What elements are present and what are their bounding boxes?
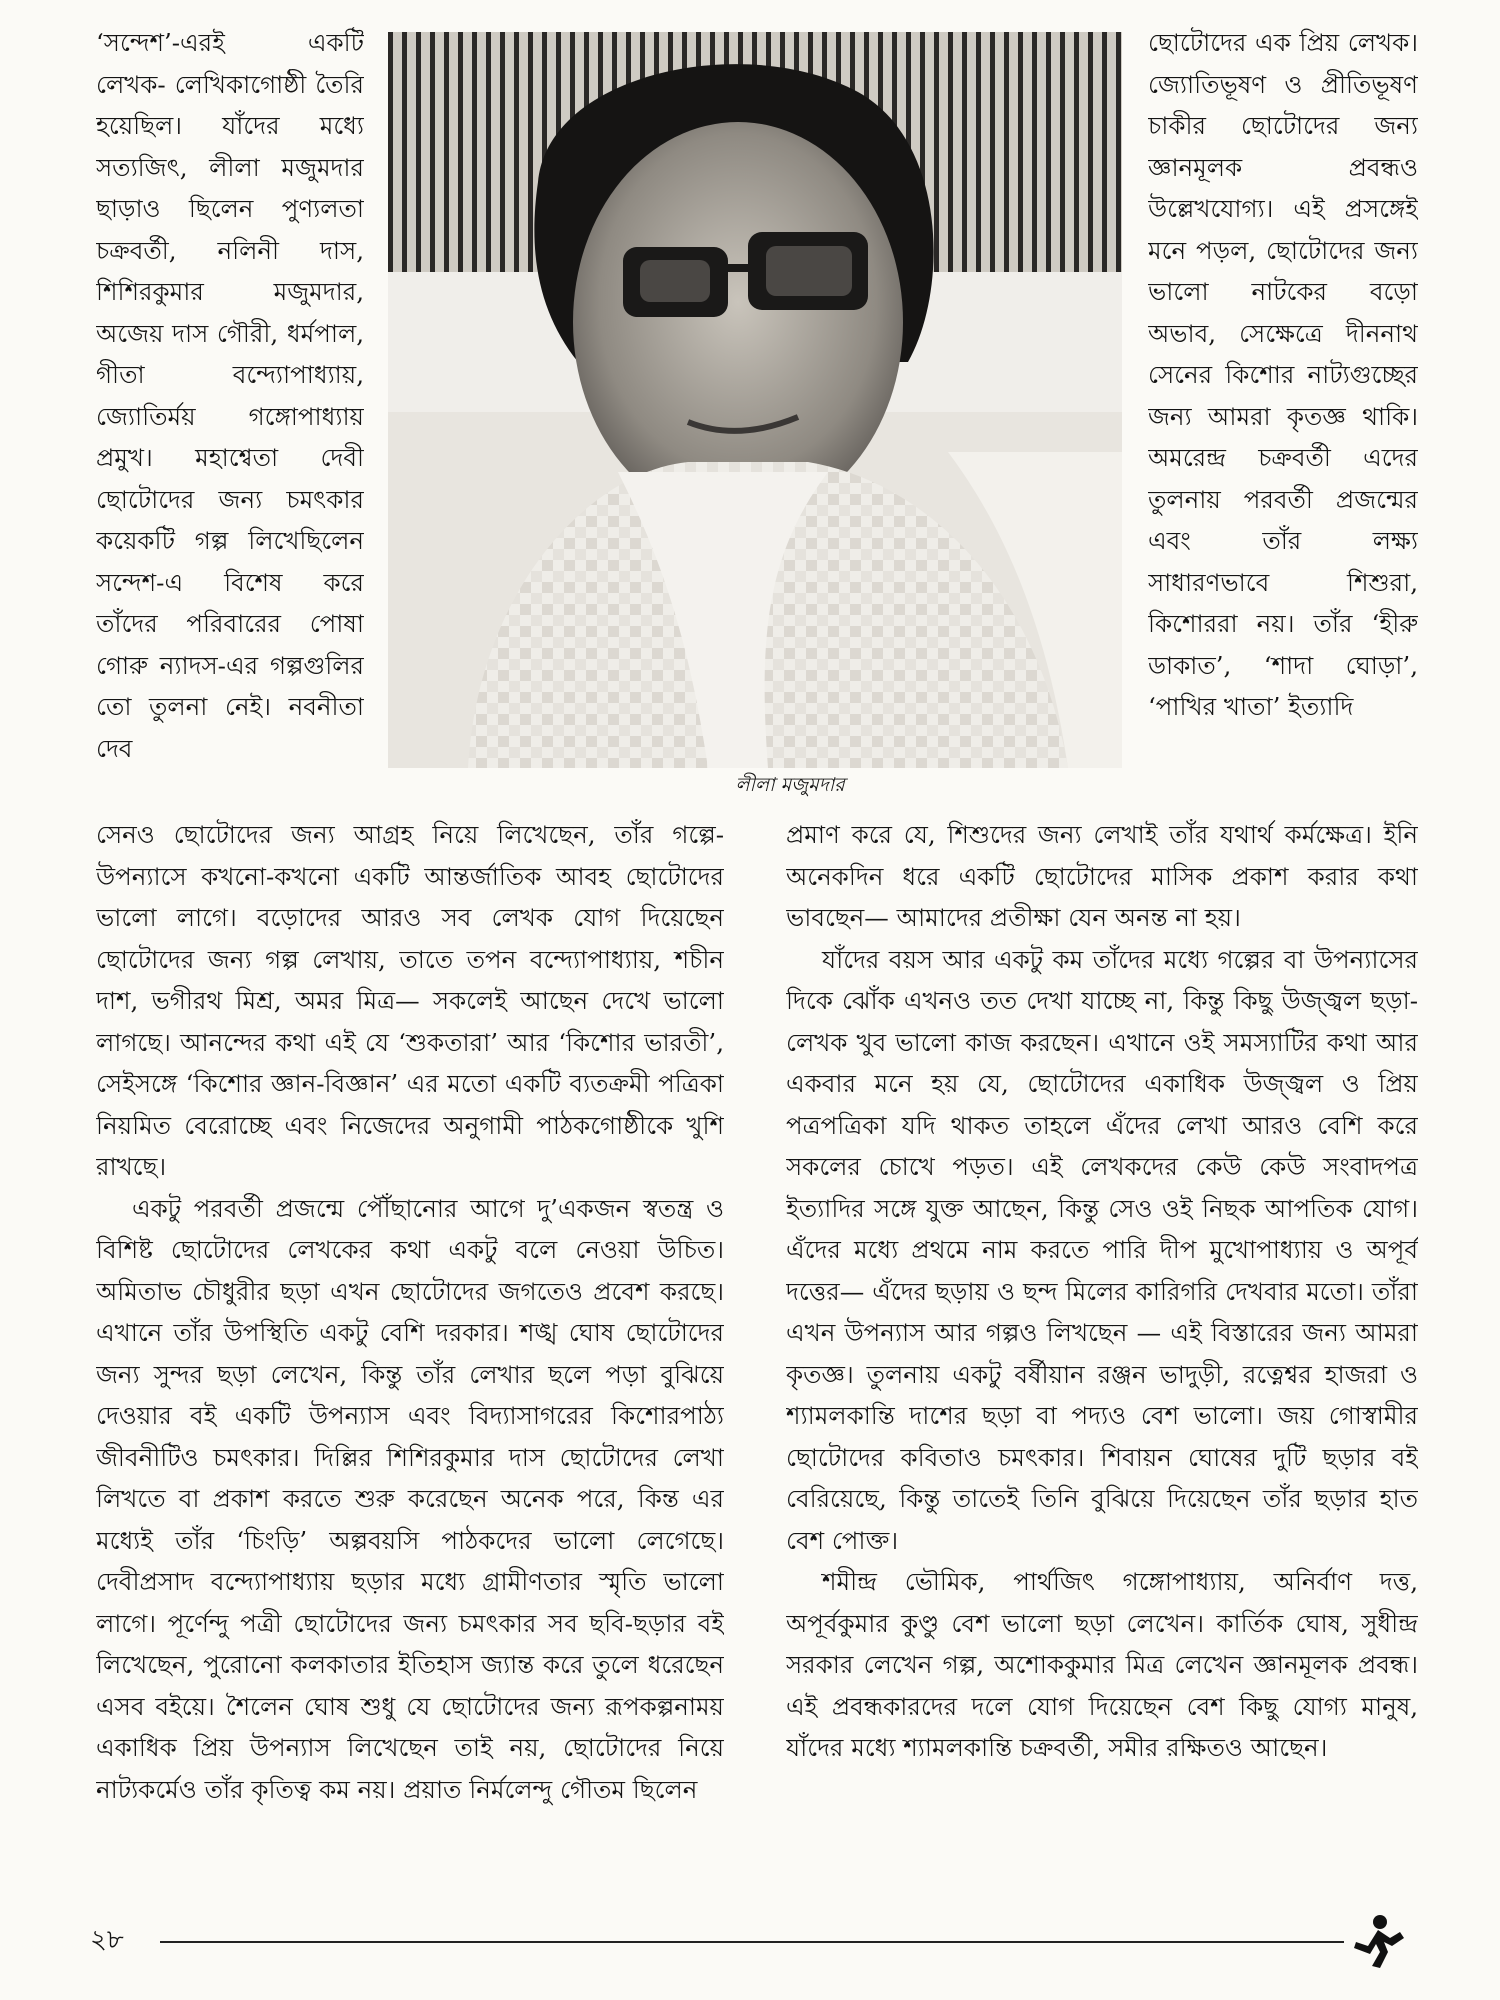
- paragraph: যাঁদের বয়স আর একটু কম তাঁদের মধ্যে গল্পের বা উপন্যাসের দিকে ঝোঁক এখনও তত দেখা যাচ্ছে না, কিন্তু কিছু উজ্জ্বল ছড়া-লেখক খুব ভালো কাজ করছেন। এখানে ওই সমস্যাটির কথা আর একবার মনে হয় যে, ছোটোদের একাধিক উজ্জ্বল ও প্রিয় পত্রপত্রিকা যদি থাকত তাহলে এঁদের লেখা আরও বেশি করে সকলের চোখে পড়ত। এই লেখকদের কেউ কেউ সংবাদপত্র ইত্যাদির সঙ্গে যুক্ত আছেন, কিন্তু সেও ওই নিছক আপতিক যোগ। এঁদের মধ্যে প্রথমে নাম করতে পারি দীপ মুখোপাধ্যায় ও অপূর্ব দত্তের— এঁদের ছড়ায় ও ছন্দ মিলের কারিগরি দেখবার মতো। তাঁরা এখন উপন্যাস আর গল্পও লিখছেন — এই বিস্তারের জন্য আমরা কৃতজ্ঞ। তুলনায় একটু বর্ষীয়ান রঞ্জন ভাদুড়ী, রত্নেশ্বর হাজরা ও শ্যামলকান্তি দাশের ছড়া বা পদ্যও বেশ ভালো। জয় গোস্বামীর ছোটোদের কবিতাও চমৎকার। শিবায়ন ঘোষের দুটি ছড়ার বই বেরিয়েছে, কিন্তু তাতেই তিনি বুঝিয়ে দিয়েছেন তাঁর ছড়ার হাত বেশ পোক্ত।: [786, 944, 1418, 1555]
- footer-divider: [160, 1941, 1344, 1943]
- article-column-right-bottom: [786, 814, 1418, 1906]
- article-column-right-top: [1148, 22, 1418, 812]
- paragraph: ‘সন্দেশ’-এরই একটি লেখক- লেখিকাগোষ্ঠী তৈরি হয়েছিল। যাঁদের মধ্যে সত্যজিৎ, লীলা মজুমদার ছাড়াও ছিলেন পুণ্যলতা চক্রবর্তী, নলিনী দাস, শিশিরকুমার মজুমদার, অজেয় দাস গৌরী, ধর্মপাল, গীতা বন্দ্যোপাধ্যায়, জ্যোতির্ময় গঙ্গোপাধ্যায় প্রমুখ। মহাশ্বেতা দেবী ছোটোদের জন্য চমৎকার কয়েকটি গল্প লিখেছিলেন সন্দেশ-এ বিশেষ করে তাঁদের পরিবারের পোষা গোরু ন্যাদস-এর গল্পগুলির তো তুলনা নেই। নবনীতা দেব: [96, 28, 364, 763]
- running-figure-icon: [1350, 1912, 1410, 1970]
- paragraph: সেনও ছোটোদের জন্য আগ্রহ নিয়ে লিখেছেন, তাঁর গল্পে-উপন্যাসে কখনো-কখনো একটি আন্তর্জাতিক আবহ ছোটোদের ভালো লাগে। বড়োদের আরও সব লেখক যোগ দিয়েছেন ছোটোদের জন্য গল্প লেখায়, তাতে তপন বন্দ্যোপাধ্যায়, শচীন দাশ, ভগীরথ মিশ্র, অমর মিত্র— সকলেই আছেন দেখে ভালো লাগছে। আনন্দের কথা এই যে ‘শুকতারা’ আর ‘কিশোর ভারতী’, সেইসঙ্গে ‘কিশোর জ্ঞান-বিজ্ঞান’ এর মতো একটি ব্যতক্রমী পত্রিকা নিয়মিত বেরোচ্ছে এবং নিজেদের অনুগামী পাঠকগোষ্ঠীকে খুশি রাখছে।: [96, 820, 724, 1181]
- paragraph: শমীন্দ্র ভৌমিক, পার্থজিৎ গঙ্গোপাধ্যায়, অনির্বাণ দত্ত, অপূর্বকুমার কুণ্ডু বেশ ভালো ছড়া লেখেন। কার্তিক ঘোষ, সুধীন্দ্র সরকার লেখেন গল্প, অশোককুমার মিত্র লেখেন জ্ঞানমূলক প্রবন্ধ। এই প্রবন্ধকারদের দলে যোগ দিয়েছেন বেশ কিছু যোগ্য মানুষ, যাঁদের মধ্যে শ্যামলকান্তি চক্রবর্তী, সমীর রক্ষিতও আছেন।: [786, 1567, 1418, 1762]
- article-column-left-bottom: [96, 814, 724, 1906]
- photo-caption: লীলা মজুমদার: [735, 774, 845, 796]
- portrait-photo: [388, 32, 1122, 768]
- article-column-left-top: [96, 22, 364, 812]
- paragraph: ছোটোদের এক প্রিয় লেখক। জ্যোতিভূষণ ও প্রীতিভূষণ চাকীর ছোটোদের জন্য জ্ঞানমূলক প্রবন্ধও উল্লেখযোগ্য। এই প্রসঙ্গেই মনে পড়ল, ছোটোদের জন্য ভালো নাটকের বড়ো অভাব, সেক্ষেত্রে দীননাথ সেনের কিশোর নাট্যগুচ্ছের জন্য আমরা কৃতজ্ঞ থাকি। অমরেন্দ্র চক্রবর্তী এদের তুলনায় পরবর্তী প্রজন্মের এবং তাঁর লক্ষ্য সাধারণভাবে শিশুরা, কিশোররা নয়। তাঁর ‘হীরু ডাকাত’, ‘শাদা ঘোড়া’, ‘পাখির খাতা’ ইত্যাদি: [1148, 28, 1418, 721]
- paragraph: প্রমাণ করে যে, শিশুদের জন্য লেখাই তাঁর যথার্থ কর্মক্ষেত্র। ইনি অনেকদিন ধরে একটি ছোটোদের মাসিক প্রকাশ করার কথা ভাবছেন— আমাদের প্রতীক্ষা যেন অনন্ত না হয়।: [786, 820, 1418, 932]
- page-number: ২৮: [90, 1925, 124, 1955]
- paragraph: একটু পরবর্তী প্রজন্মে পৌঁছানোর আগে দু’একজন স্বতন্ত্র ও বিশিষ্ট ছোটোদের লেখকের কথা একটু বলে নেওয়া উচিত। অমিতাভ চৌধুরীর ছড়া এখন ছোটোদের জগতেও প্রবেশ করছে। এখানে তাঁর উপস্থিতি একটু বেশি দরকার। শঙ্খ ঘোষ ছোটোদের জন্য সুন্দর ছড়া লেখেন, কিন্তু তাঁর লেখার ছলে পড়া বুঝিয়ে দেওয়ার বই একটি উপন্যাস এবং বিদ্যাসাগরের কিশোরপাঠ্য জীবনীটিও চমৎকার। দিল্লির শিশিরকুমার দাস ছোটোদের লেখা লিখতে বা প্রকাশ করতে শুরু করেছেন অনেক পরে, কিন্ত এর মধ্যেই তাঁর ‘চিংড়ি’ অল্পবয়সি পাঠকদের ভালো লেগেছে। দেবীপ্রসাদ বন্দ্যোপাধ্যায় ছড়ার মধ্যে গ্রামীণতার স্মৃতি ভালো লাগে। পূর্ণেন্দু পত্রী ছোটোদের জন্য চমৎকার সব ছবি-ছড়ার বই লিখেছেন, পুরোনো কলকাতার ইতিহাস জ্যান্ত করে তুলে ধরেছেন এসব বইয়ে। শৈলেন ঘোষ শুধু যে ছোটোদের জন্য রূপকল্পনাময় একাধিক প্রিয় উপন্যাস লিখেছেন তাই নয়, ছোটোদের নিয়ে নাট্যকর্মেও তাঁর কৃতিত্ব কম নয়। প্রয়াত নির্মলেন্দু গৌতম ছিলেন: [96, 1193, 724, 1804]
